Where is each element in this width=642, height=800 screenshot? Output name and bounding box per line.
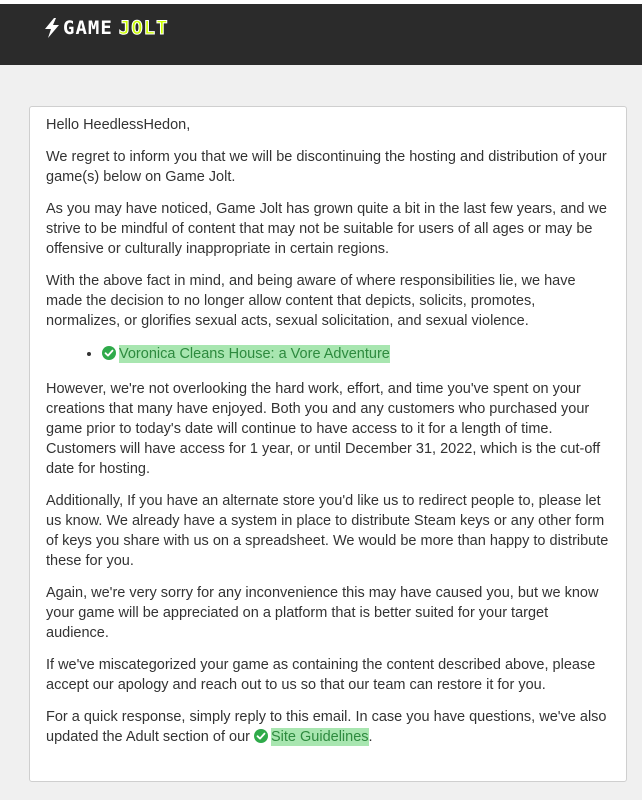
site-header — [0, 4, 642, 65]
email-body — [29, 106, 627, 782]
list-item — [102, 343, 610, 367]
lightning-bolt-icon — [44, 18, 60, 38]
paragraph-policy: With the above fact in mind, and being aware of where responsibilities lie, we have made the decision to no longer allow content that depicts, solicits, promotes, normalizes, or glorifies sexual acts, sexual solicitation, and sexual violence. — [46, 273, 576, 329]
paragraph-redirect: Additionally, If you have an alternate store you'd like us to redirect people to, please let us know. We already have a system in place to distribute Steam keys or any other form of keys you share with us on a spreadsheet. We would be more than happy to distribute these for you. — [46, 493, 609, 569]
logo-text-game: GAME — [63, 17, 113, 39]
game-list — [46, 343, 610, 367]
greeting: Hello HeedlessHedon, — [46, 117, 191, 133]
paragraph-growth: As you may have noticed, Game Jolt has grown quite a bit in the last few years, and we strive to be mindful of content that may not be suitable for users of all ages or may be offensive or culturally inappropriate in certain regions. — [46, 201, 607, 257]
paragraph-discontinue: We regret to inform you that we will be discontinuing the hosting and distribution of your game(s) below on Game Jolt. — [46, 149, 607, 185]
game-link[interactable]: Voronica Cleans House: a Vore Adventure — [119, 346, 390, 362]
logo-text-jolt: JOLT — [118, 17, 169, 39]
paragraph-miscategorized: If we've miscategorized your game as containing the content described above, please accept our apology and reach out to us so that our team can restore it for you. — [46, 657, 596, 693]
check-circle-icon — [102, 345, 116, 367]
paragraph-access: However, we're not overlooking the hard work, effort, and time you've spent on your creations that many have enjoyed. Both you and any customers who purchased your game prior to today's date will continue to have access to it for a length of time. Customers will have access for 1 year, or until December 31, 2022, which is the cut-off date for hosting. — [46, 381, 601, 477]
trailing-period: . — [368, 729, 373, 745]
check-circle-icon — [254, 729, 268, 749]
quick-response-text: For a quick response, simply reply to this email. In case you have questions, we've also updated the Adult section of our — [46, 709, 607, 745]
paragraph-quick-response — [46, 707, 610, 749]
game-jolt-logo[interactable] — [44, 18, 169, 38]
paragraph-apology: Again, we're very sorry for any inconvenience this may have caused you, but we know your game will be appreciated on a platform that is better suited for your target audience. — [46, 585, 599, 641]
site-guidelines-link[interactable]: Site Guidelines — [270, 729, 369, 745]
